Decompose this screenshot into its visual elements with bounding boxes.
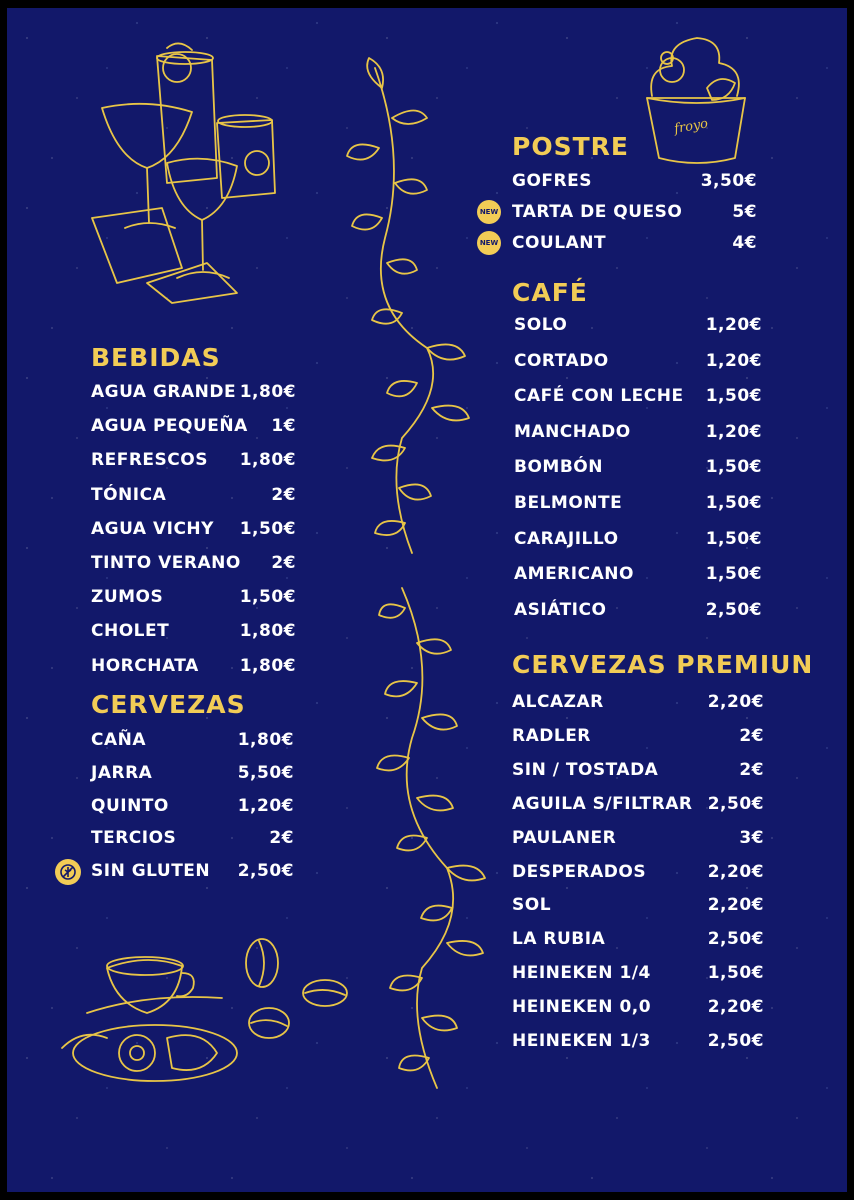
item-price: 1,20€ [705,315,762,335]
item-name: HEINEKEN 1/3 [512,1031,651,1051]
item-name: HORCHATA [91,655,199,676]
item-price: 1,50€ [705,528,762,549]
item-price: 1,50€ [707,963,764,984]
item-name: REFRESCOS [91,450,208,471]
cervezas-premium-item [512,794,764,816]
cafe-item [514,422,762,444]
postre-item [512,233,757,255]
cervezas-premium-item [512,726,764,748]
item-price: 1,80€ [239,450,296,471]
cervezas-item [91,763,294,785]
bebidas-item [91,450,296,472]
item-price: 2,50€ [707,793,764,814]
item-price: 1,20€ [237,795,294,816]
new-badge-icon: NEW [477,200,501,224]
item-name: AGUA VICHY [91,518,214,539]
item-price: 2,50€ [237,861,294,882]
froyo-cup-label: froyo [673,116,710,137]
item-name: SIN GLUTEN [91,861,211,882]
cocktail-glasses-illustration [92,43,275,303]
postre-item [512,202,757,224]
item-name: CORTADO [514,350,609,371]
item-price: 5,50€ [237,762,294,783]
bebidas-heading: BEBIDAS [91,343,221,372]
cafe-item [514,315,762,337]
item-price: 2,20€ [707,895,764,916]
cervezas-premium-item [512,963,764,985]
menu-page [7,8,847,1192]
cafe-item [514,493,762,515]
item-name: AGUA PEQUEÑA [91,416,248,437]
cervezas-item [91,861,294,883]
item-price: 2,20€ [707,997,764,1018]
item-name: CARAJILLO [514,528,619,549]
item-name: ALCAZAR [512,692,604,712]
cafe-heading: CAFÉ [512,278,588,307]
item-price: 1,20€ [705,421,762,442]
new-badge-icon: NEW [477,231,501,255]
item-name: DESPERADOS [512,861,647,882]
item-name: TARTA DE QUESO [512,202,683,222]
item-price: 2,20€ [707,692,764,712]
cervezas-premium-item [512,828,764,850]
postre-heading: POSTRE [512,132,629,161]
item-price: 2€ [739,725,764,746]
item-name: MANCHADO [514,421,631,442]
bebidas-item [91,587,296,609]
item-price: 2€ [271,553,296,573]
item-price: 2,50€ [707,929,764,950]
item-name: JARRA [91,762,153,783]
item-price: 1,80€ [239,382,296,402]
item-price: 1,50€ [705,457,762,478]
frozen-yogurt-illustration [647,38,745,163]
coffee-cup-illustration [62,939,347,1081]
item-price: 1,80€ [239,621,296,642]
cervezas-item [91,828,294,850]
item-name: TERCIOS [91,828,177,849]
cafe-item [514,529,762,551]
cervezas-heading: CERVEZAS [91,690,246,719]
cafe-item [514,457,762,479]
bebidas-item [91,519,296,541]
item-price: 1,50€ [705,386,762,407]
item-name: GOFRES [512,171,592,191]
item-price: 1€ [271,416,296,437]
item-name: SOLO [514,315,568,335]
item-price: 5€ [732,202,757,222]
item-name: CHOLET [91,621,170,642]
item-price: 3,50€ [700,171,757,191]
item-name: ASIÁTICO [514,599,607,620]
cervezas-premium-item [512,862,764,884]
item-name: AMERICANO [514,564,634,585]
item-price: 1,50€ [705,564,762,585]
item-price: 1,80€ [239,655,296,676]
cervezas-item [91,730,294,752]
item-price: 2€ [271,484,296,505]
cervezas-item [91,796,294,818]
cafe-item [514,386,762,408]
item-name: PAULANER [512,827,617,848]
cervezas-premium-item [512,692,764,714]
item-name: TINTO VERANO [91,553,241,573]
item-price: 4€ [732,233,757,253]
item-name: AGUILA S/FILTRAR [512,793,693,814]
bebidas-item [91,485,296,507]
postre-item [512,171,757,193]
item-price: 1,20€ [705,350,762,371]
gluten-free-icon [55,859,81,885]
item-name: AGUA GRANDE [91,382,237,402]
item-name: QUINTO [91,795,169,816]
item-name: HEINEKEN 1/4 [512,963,651,984]
item-name: RADLER [512,725,591,746]
cervezas-premium-item [512,929,764,951]
item-name: TÓNICA [91,484,167,505]
cervezas-premium-item [512,997,764,1019]
item-price: 2,50€ [707,1031,764,1051]
vine-illustration-top [347,58,469,553]
cafe-item [514,600,762,622]
bebidas-item [91,656,296,678]
item-name: CAÑA [91,730,147,750]
item-name: BOMBÓN [514,457,603,478]
item-price: 2€ [269,828,294,849]
item-name: SIN / TOSTADA [512,759,659,780]
item-price: 1,80€ [237,730,294,750]
bebidas-item [91,621,296,643]
item-price: 1,50€ [705,493,762,513]
cervezas-premium-item [512,1031,764,1053]
item-name: ZUMOS [91,587,164,608]
item-price: 1,50€ [239,518,296,539]
item-name: BELMONTE [514,493,623,513]
item-price: 3€ [739,827,764,848]
item-price: 1,50€ [239,587,296,608]
item-price: 2€ [739,759,764,780]
vine-illustration-bottom [377,588,485,1088]
item-name: COULANT [512,233,607,253]
item-name: HEINEKEN 0,0 [512,997,652,1018]
cervezas-premium-item [512,895,764,917]
cervezas-premium-item [512,760,764,782]
item-price: 2,50€ [705,599,762,620]
bebidas-item [91,553,296,575]
item-name: SOL [512,895,552,916]
item-name: LA RUBIA [512,929,606,950]
bebidas-item [91,416,296,438]
item-price: 2,20€ [707,861,764,882]
item-name: CAFÉ CON LECHE [514,386,684,407]
cafe-item [514,351,762,373]
cafe-item [514,564,762,586]
bebidas-item [91,382,296,404]
cervezas-premium-heading: CERVEZAS PREMIUN [512,650,814,679]
